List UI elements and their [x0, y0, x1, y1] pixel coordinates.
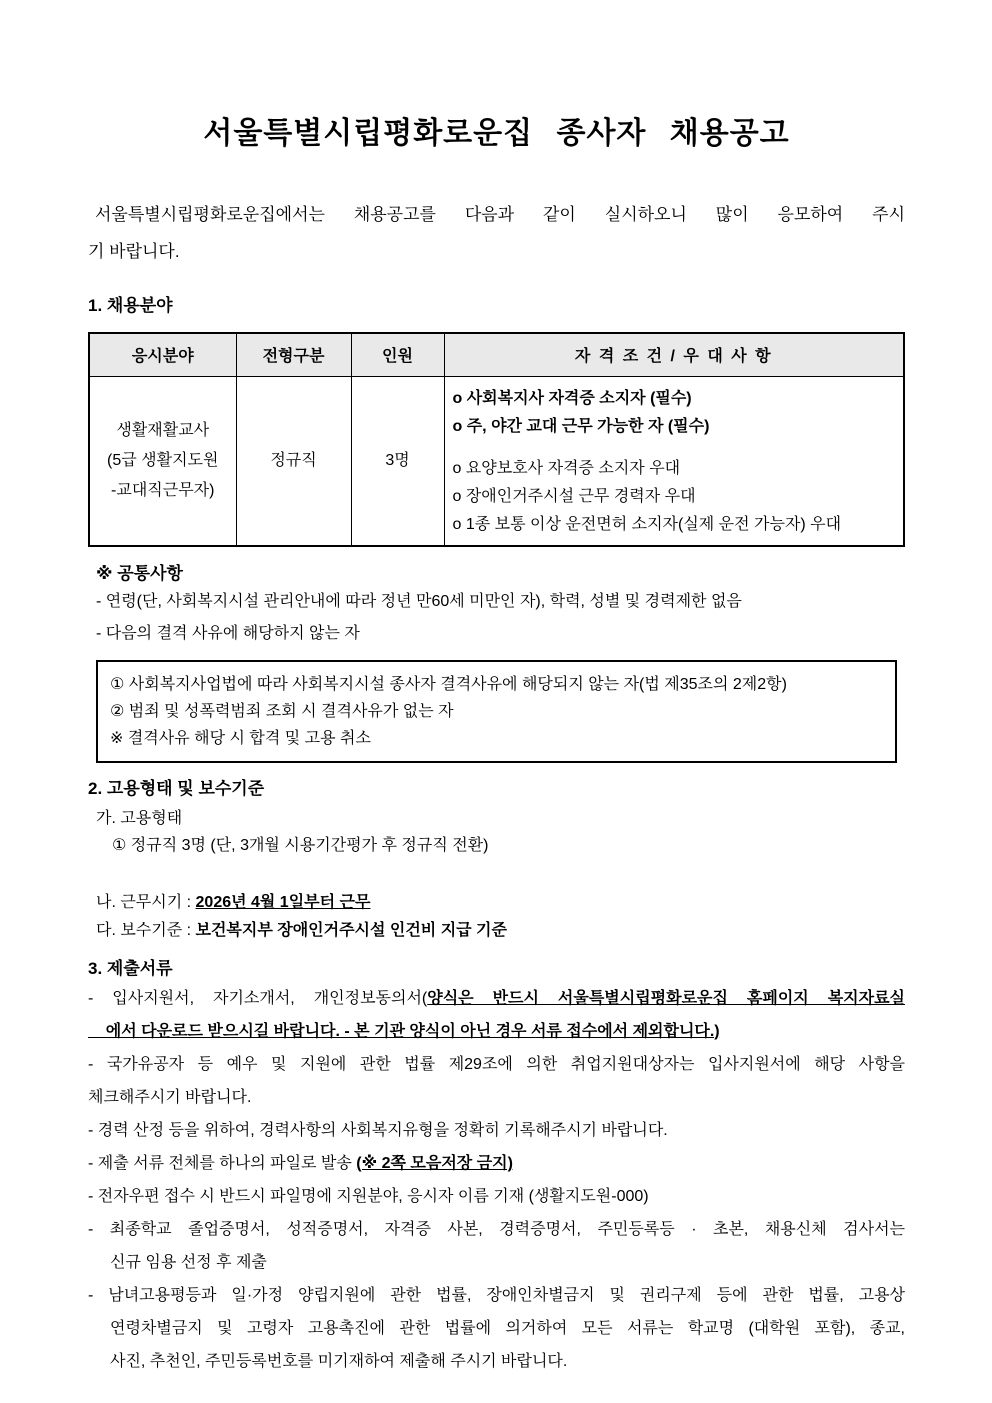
intro-line-2: 기 바랍니다.	[88, 242, 180, 261]
doc-item-email-filename: - 전자우편 접수 시 반드시 파일명에 지원분야, 응시자 이름 기재 (생활지도원-000)	[88, 1187, 649, 1205]
doc-item-law-line1: - 남녀고용평등과 일·가정 양립지원에 관한 법률, 장애인차별금지 및 권리구제 등에 관한 법률, 고용상	[88, 1286, 905, 1304]
doc-item-forms-emphasis: 양식은 반드시 서울특별시립평화로운집 홈페이지 복지자료실	[427, 989, 905, 1007]
section2-heading: 2. 고용형태 및 보수기준	[88, 778, 265, 798]
col-header-field: 응시분야	[89, 333, 236, 376]
disqualification-line: ② 범죄 및 성폭력범죄 조회 시 결격사유가 없는 자	[110, 702, 454, 720]
pay-standard-label: 다. 보수기준 :	[96, 921, 192, 939]
section1-heading: 1. 채용분야	[88, 296, 173, 315]
qual-preferred-line: o 요양보호사 자격증 소지자 우대	[452, 459, 681, 477]
doc-item-certificates-line1: - 최종학교 졸업증명서, 성적증명서, 자격증 사본, 경력증명서, 주민등록등 · 초본, 채용신체 검사서는	[88, 1220, 905, 1238]
work-start-value: 2026년 4월 1일부터 근무	[195, 893, 371, 911]
pay-standard-value: 보건복지부 장애인거주시설 인건비 지급 기준	[195, 921, 507, 939]
cell-headcount: 3명	[351, 376, 444, 546]
doc-item-veterans-line1: - 국가유공자 등 예우 및 지원에 관한 법률 제29조에 의한 취업지원대상자는 입사지원서에 해당 사항을	[88, 1055, 905, 1073]
doc-item-forms-plain: - 입사지원서, 자기소개서, 개인정보동의서(	[88, 989, 428, 1007]
doc-item-certificates-line2: 신규 임용 선정 후 제출	[110, 1253, 267, 1271]
col-header-qualifications: 자 격 조 건 / 우 대 사 항	[444, 333, 904, 376]
col-header-headcount: 인원	[351, 333, 444, 376]
common-requirements	[88, 561, 905, 650]
table-row	[89, 376, 904, 546]
qual-preferred-line: o 1종 보통 이상 운전면허 소지자(실제 운전 가능자) 우대	[452, 515, 842, 533]
doc-item-career-record: - 경력 산정 등을 위하여, 경력사항의 사회복지유형을 정확히 기록해주시기 바랍니다.	[88, 1121, 668, 1139]
intro-paragraph	[88, 196, 905, 270]
doc-item-law-line2: 연령차별금지 및 고령자 고용촉진에 관한 법률에 의거하여 모든 서류는 학교명 (대학원 포함), 종교,	[110, 1319, 905, 1337]
field-line: -교대직근무자)	[111, 481, 215, 499]
common-requirement-item: - 다음의 결격 사유에 해당하지 않는 자	[96, 624, 360, 642]
doc-item-single-file	[88, 1147, 905, 1180]
col-header-hire-type: 전형구분	[236, 333, 351, 376]
doc-item-forms-emphasis-cont: 에서 다운로드 받으시길 바랍니다. - 본 기관 양식이 아닌 경우 서류 접수에서 제외합니다.)	[88, 1022, 720, 1040]
submission-documents-list	[88, 982, 905, 1378]
work-start-label: 나. 근무시기 :	[96, 893, 192, 911]
doc-item-forms-line2	[88, 1015, 905, 1048]
recruitment-table	[88, 332, 905, 547]
employment-type-item: ① 정규직 3명 (단, 3개월 시용기간평가 후 정규직 전환)	[112, 836, 489, 854]
field-line: 생활재활교사	[116, 421, 210, 439]
disqualification-box	[96, 660, 897, 763]
doc-item-veterans-line2: 체크해주시기 바랍니다.	[88, 1088, 252, 1106]
doc-item-forms-line1	[88, 982, 905, 1015]
cell-field	[89, 376, 236, 546]
cell-hire-type: 정규직	[236, 376, 351, 546]
qual-required-line: o 주, 야간 교대 근무 가능한 자 (필수)	[452, 417, 710, 435]
doc-item-single-file-plain: - 제출 서류 전체를 하나의 파일로 발송	[88, 1154, 357, 1172]
doc-item-single-file-emphasis: (※ 2쪽 모음저장 금지)	[356, 1154, 513, 1172]
disqualification-line: ① 사회복지사업법에 따라 사회복지시설 종사자 결격사유에 해당되지 않는 자(법 제35조의 2제2항)	[110, 675, 787, 693]
cell-qualifications	[444, 376, 904, 546]
employment-type-subheading: 가. 고용형태	[96, 809, 183, 827]
disqualification-line: ※ 결격사유 해당 시 합격 및 고용 취소	[110, 729, 371, 747]
doc-item-law-line3: 사진, 추천인, 주민등록번호를 미기재하여 제출해 주시기 바랍니다.	[110, 1352, 568, 1370]
doc-title: 서울특별시립평화로운집 종사자 채용공고	[203, 117, 790, 150]
spacer	[453, 441, 898, 455]
qual-preferred-line: o 장애인거주시설 근무 경력자 우대	[452, 487, 696, 505]
section3-heading: 3. 제출서류	[88, 958, 173, 978]
table-header-row	[89, 333, 904, 376]
intro-line-1: 서울특별시립평화로운집에서는 채용공고를 다음과 같이 실시하오니 많이 응모하여 주시	[95, 205, 905, 224]
common-requirements-heading: ※ 공통사항	[96, 563, 183, 583]
field-line: (5급 생활지도원	[107, 451, 219, 469]
pay-standard-line	[88, 917, 905, 945]
qual-required-line: o 사회복지사 자격증 소지자 (필수)	[452, 389, 692, 407]
work-start-line	[88, 889, 905, 917]
common-requirement-item: - 연령(단, 사회복지시설 관리안내에 따라 정년 만60세 미만인 자), 학력, 성별 및 경력제한 없음	[96, 592, 742, 610]
